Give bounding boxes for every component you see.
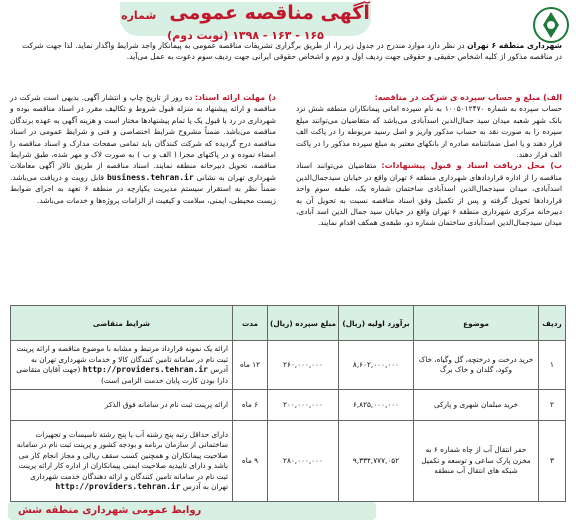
footer-public-relations: روابط عمومی شهرداری منطقه شش: [8, 502, 376, 520]
providers-link[interactable]: http://providers.tehran.ir: [55, 482, 181, 491]
header-estimate: برآورد اولیه (ریال): [339, 306, 414, 341]
row-deposit: ۲۰۰,۰۰۰,۰۰۰: [268, 390, 339, 421]
section-b-text: متقاضیان می‌توانند اسناد مناقصه را از اداره قراردادهای شهرداری منطقه ۶ تهران واقع در خیابان سیدجمال‌الدین اسدآبادی، میدان سیدجمال‌الدین اسدآبادی ساختمان شماره یک، طبقه سوم واحد قراردادها تحویل گرفته و پس از تکمیل وفق اسناد مناقصه نسبت به تحویل آن به دبیرخانه مرکزی شهرداری منطقه ۶ تهران واقع در خیابان سید جمال الدین اسد آبادی، میدان سیدجمال‌الدین اسدآبادی ساختمان شماره دو، طبقه‌ی همکف اقدام نمایند.: [296, 161, 563, 228]
organization-name: شهرداری منطقه ۶ تهران: [467, 41, 562, 50]
table-row: [11, 341, 566, 390]
row-conditions-text: ارائه یک نمونه قرارداد مرتبط و مشابه با موضوع مناقصه و ارائه پرینت ثبت نام در سامانه تامین کنندگان کالا و خدمات شهرداری تهران به آدرس: [16, 344, 228, 374]
row-number: ۱: [539, 341, 566, 390]
header-deposit: مبلغ سپرده (ریال): [268, 306, 339, 341]
row-subject: حفر انتقال آب از چاه شماره ۶ به مخزن پارک ساعی و توسعه و تکمیل شبکه های انتقال آب منطقه: [414, 421, 539, 502]
left-column: [10, 92, 276, 206]
intro-paragraph: [22, 40, 562, 62]
section-b-title: ب) محل دریافت اسناد و قبول پیشنهادات:: [381, 161, 563, 171]
notice-number: شماره ۱۶۵ - ۱۶۳ - ۱۳۹۸ (نوبت دوم): [121, 9, 324, 42]
section-a-text: حساب سپرده به شماره ۱۰۰۵۰۱۲۴۷۰ به نام سپرده امانی پیمانکاران منطقه شش نزد بانک شهر شعبه میدان سید جمال‌الدین اسدآبادی می‌باشد که متقاضیان می‌توانند مبلغ سپرده را به صورت نقد به حساب مذکور واریز و اصل رسید مربوطه را در پاکت الف قرار دهند و یا اصل ضمانتنامه صادره از بانکهای معتبر به مبلغ سپرده مذکور را در پاکت الف قرار دهند.: [296, 104, 562, 160]
section-a-title: الف) مبلغ و حساب سپرده ی شرکت در مناقصه:: [374, 93, 562, 102]
row-conditions: ارائه پرینت ثبت نام در سامانه فوق الذکر: [11, 390, 233, 421]
header-subject: موضوع: [414, 306, 539, 341]
header-conditions: شرایط متقاضی: [11, 306, 233, 341]
row-deposit: ۲۶۰,۰۰۰,۰۰۰: [268, 341, 339, 390]
row-number: ۲: [539, 390, 566, 421]
row-deposit: ۲۸۰,۰۰۰,۰۰۰: [268, 421, 339, 502]
section-d-text-2: قابل رویت و دریافت می‌باشد. ضمناً نظر به استقرار سیستم مدیریت یکپارچه در منطقه ۶ تعهد به اجرای ضوابط زیست محیطی، ایمنی، سلامت و کیفیت از الزامات پروژه‌ها و خدمات می‌باشد.: [10, 172, 276, 205]
municipality-logo: [532, 6, 570, 44]
row-number: ۳: [539, 421, 566, 502]
row-conditions-text: دارای حداقل رتبه پنج رشته آب یا پنج رشته تاسیسات و تجهیزات ساختمانی از سازمان برنامه و بودجه کشور و پرینت ثبت نام در سامانه صلاحیت پیمانکاران و همچنین کسب سقف ریالی و مجاز انجام کار می باشد و دارای تاییدیه صلاحیت ایمنی پیمانکاران از اداره کار ارائه پرینت ثبت نام در سامانه تامین کنندگان و ارائه دهندگان خدمت شهرداری تهران به آدرس: [16, 429, 228, 491]
row-conditions-note: (جهت آقایان متقاضی دارا بودن کارت پایان خدمت الزامی است): [16, 365, 228, 385]
notice-title-band: [120, 2, 371, 42]
row-subject: خرید درخت و درختچه، گل وگیاه، خاک وکود، گلدان و خاک برگ: [414, 341, 539, 390]
row-estimate: ۶,۸۲۵,۰۰۰,۰۰۰: [339, 390, 414, 421]
row-duration: ۱۲ ماه: [233, 341, 268, 390]
row-estimate: ۹,۳۳۴,۷۷۷,۰۵۲: [339, 421, 414, 502]
intro-text: در نظر دارد موارد مندرج در جدول زیر را، از طریق برگزاری تشریفات مناقصه عمومی به پیمانکار واجد شرایط واگذار نماید. لذا جهت شرکت در مناقصه مذکور از کلیه اشخاص حقیقی و حقوقی جهت ردیف اول و دوم و اشخاص حقوقی ایرانی جهت ردیف سوم دعوت به عمل می‌آید.: [22, 41, 562, 61]
providers-link[interactable]: http://providers.tehran.ir: [82, 365, 208, 374]
header-row-number: ردیف: [539, 306, 566, 341]
row-estimate: ۸,۶۰۲,۰۰۰,۰۰۰: [339, 341, 414, 390]
tender-table: [10, 305, 566, 502]
table-row: [11, 421, 566, 502]
notice-title: آگهی مناقصه عمومی: [169, 2, 370, 24]
table-row: [11, 390, 566, 421]
section-d-text: ده روز از تاریخ چاپ و انتشار آگهی. بدیهی است شرکت در مناقصه و ارائه پیشنهاد به منزله قبول شروط و تکالیف مقرر در اسناد مناقصه بوده و شهرداری در رد یا قبول یک یا تمام پیشنهادها مختار است و هزینه آگهی به عهده برندگان مناقصه می‌باشد. ضمناً مشروح شرایط اختصاصی و فنی و شرایط عمومی در اسناد مناقصه درج گردیده که شرکت کنندگان باید تمامی صفحات مدارک و اسناد مناقصه را امضاء نموده و در پاکتهای مجزا ( الف و ب ) به صورت لاک و مهر شده، طبق شرایط مناقصه، تحویل دبیرخانه منطقه نمایند. اسناد مناقصه از طریق تالار آگهی معاملات شهرداری تهران به نشانی: [10, 93, 276, 182]
row-duration: ۹ ماه: [233, 421, 268, 502]
row-duration: ۶ ماه: [233, 390, 268, 421]
header-duration: مدت: [233, 306, 268, 341]
row-conditions: [11, 341, 233, 390]
row-subject: خرید مبلمان شهری و پارکی: [414, 390, 539, 421]
business-site-link[interactable]: business.tehran.ir: [106, 172, 194, 182]
row-conditions: [11, 421, 233, 502]
table-header-row: [11, 306, 566, 341]
right-column: [296, 92, 562, 229]
section-d-title: د) مهلت ارائه اسناد:: [194, 93, 276, 102]
